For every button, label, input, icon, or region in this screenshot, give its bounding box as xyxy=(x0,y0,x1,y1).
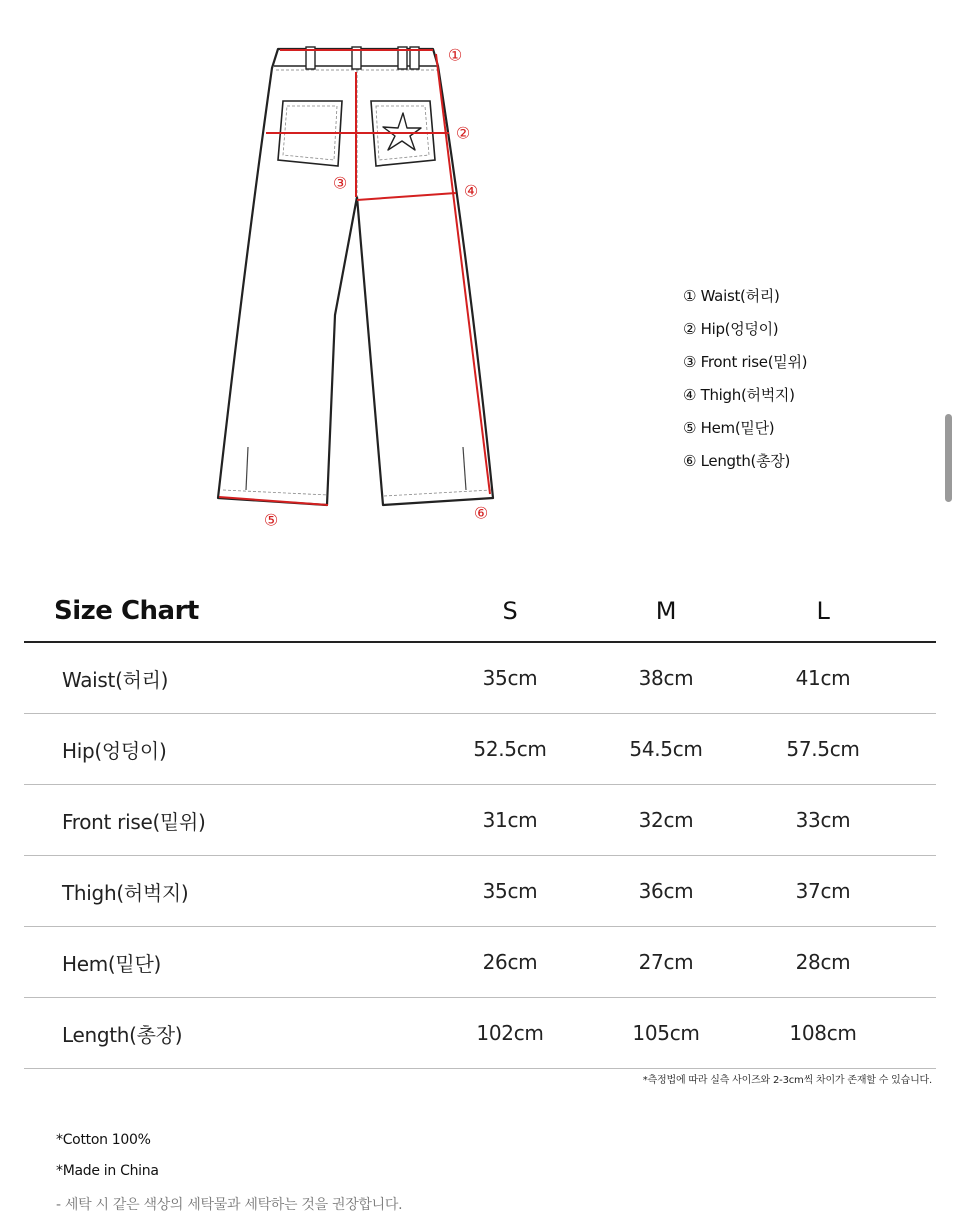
material-info: *Cotton 100% xyxy=(56,1132,151,1148)
table-row-front-rise xyxy=(24,785,936,856)
row-label: Thigh(허벅지) xyxy=(62,880,189,905)
cell-s: 52.5cm xyxy=(473,737,547,761)
marker-5: ⑤ xyxy=(263,510,279,530)
size-header-s: S xyxy=(502,596,518,625)
size-header-m: M xyxy=(655,596,677,625)
table-row-hem xyxy=(24,927,936,998)
marker-2: ② xyxy=(455,123,471,143)
cell-s: 102cm xyxy=(476,1021,544,1045)
cell-s: 31cm xyxy=(482,808,538,832)
cell-l: 37cm xyxy=(795,879,851,903)
measurement-legend xyxy=(683,285,923,483)
cell-l: 28cm xyxy=(795,950,851,974)
row-label: Hip(엉덩이) xyxy=(62,738,167,763)
origin-info: *Made in China xyxy=(56,1163,159,1179)
cell-m: 38cm xyxy=(638,666,694,690)
table-row-length xyxy=(24,998,936,1069)
marker-4: ④ xyxy=(463,181,479,201)
cell-l: 108cm xyxy=(789,1021,857,1045)
pants-diagram xyxy=(0,0,960,560)
cell-l: 41cm xyxy=(795,666,851,690)
cell-m: 27cm xyxy=(638,950,694,974)
legend-hip: ② Hip(엉덩이) xyxy=(683,320,779,338)
size-header-l: L xyxy=(816,596,830,625)
table-row-hip xyxy=(24,714,936,785)
row-label: Waist(허리) xyxy=(62,667,169,692)
cell-s: 35cm xyxy=(482,666,538,690)
cell-m: 32cm xyxy=(638,808,694,832)
cell-m: 105cm xyxy=(632,1021,700,1045)
product-info xyxy=(56,1132,402,1225)
legend-hem: ⑤ Hem(밑단) xyxy=(683,419,775,437)
care-info: - 세탁 시 같은 색상의 세탁물과 세탁하는 것을 권장합니다. xyxy=(56,1197,403,1213)
legend-thigh: ④ Thigh(허벅지) xyxy=(683,386,795,404)
marker-1: ① xyxy=(447,45,463,65)
cell-s: 35cm xyxy=(482,879,538,903)
size-chart-title: Size Chart xyxy=(54,595,199,626)
table-row-thigh xyxy=(24,856,936,927)
legend-waist: ① Waist(허리) xyxy=(683,287,780,305)
cell-l: 33cm xyxy=(795,808,851,832)
cell-m: 36cm xyxy=(638,879,694,903)
table-row-waist xyxy=(24,643,936,714)
marker-6: ⑥ xyxy=(473,503,489,523)
legend-front-rise: ③ Front rise(밑위) xyxy=(683,353,808,371)
row-label: Length(총장) xyxy=(62,1022,183,1047)
cell-s: 26cm xyxy=(482,950,538,974)
measurement-note: *측정법에 따라 실측 사이즈와 2-3cm씩 차이가 존재할 수 있습니다. xyxy=(642,1075,932,1086)
cell-l: 57.5cm xyxy=(786,737,860,761)
row-label: Hem(밑단) xyxy=(62,951,161,976)
cell-m: 54.5cm xyxy=(629,737,703,761)
size-chart-table xyxy=(24,580,936,1069)
marker-3: ③ xyxy=(332,173,348,193)
scrollbar-thumb[interactable] xyxy=(945,414,952,502)
row-label: Front rise(밑위) xyxy=(62,809,206,834)
size-chart-header-row xyxy=(24,580,936,643)
legend-length: ⑥ Length(총장) xyxy=(683,452,791,470)
